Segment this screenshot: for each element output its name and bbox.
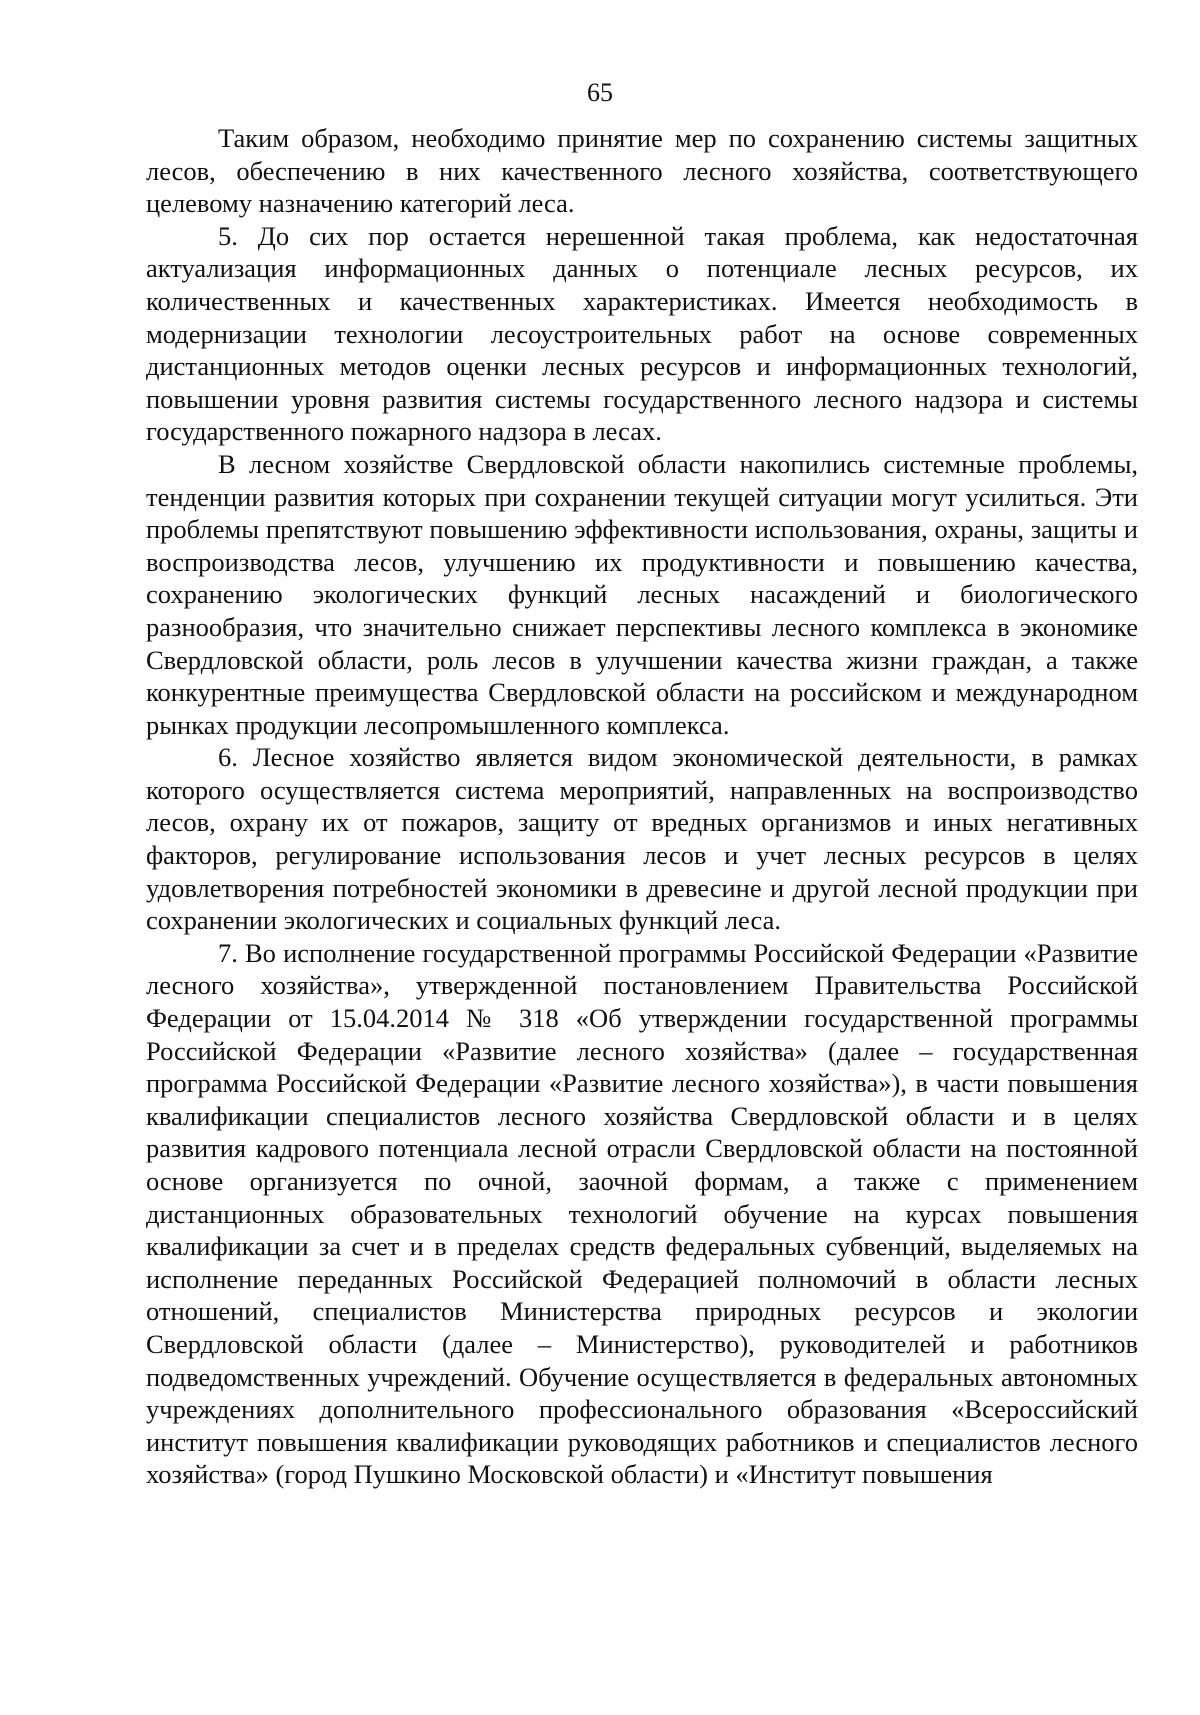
body-text [146, 122, 1138, 1491]
paragraph-item-7-training-program: 7. Во исполнение государственной программы Российской Федерации «Развитие лесного хозяйства», утвержденной постановлением Правительства Российской Федерации от 15.04.2014 № 318 «Об утверждении государственной программы Российской Федерации «Развитие лесного хозяйства» (далее – государственная программа Российской Федерации «Развитие лесного хозяйства»), в части повышения квалификации специалистов лесного хозяйства Свердловской области и в целях развития кадрового потенциала лесной отрасли Свердловской области на постоянной основе организуется по очной, заочной формам, а также с применением дистанционных образовательных технологий обучение на курсах повышения квалификации за счет и в пределах средств федеральных субвенций, выделяемых на исполнение переданных Российской Федерацией полномочий в области лесных отношений, специалистов Министерства природных ресурсов и экологии Свердловской области (далее – Министерство), руководителей и работников подведомственных учреждений. Обучение осуществляется в федеральных автономных учреждениях дополнительного профессионального образования «Всероссийский институт повышения квалификации руководящих работников и специалистов лесного хозяйства» (город Пушкино Московской области) и «Институт повышения [146, 937, 1138, 1490]
paragraph-item-5-forest-data: 5. До сих пор остается нерешенной такая проблема, как недостаточная актуализация информационных данных о потенциале лесных ресурсов, их количественных и качественных характеристиках. Имеется необходимость в модернизации технологии лесоустроительных работ на основе современных дистанционных методов оценки лесных ресурсов и информационных технологий, повышении уровня развития системы государственного лесного надзора и системы государственного пожарного надзора в лесах. [146, 220, 1138, 447]
paragraph-item-6-forestry-definition: 6. Лесное хозяйство является видом экономической деятельности, в рамках которого осуществляется система мероприятий, направленных на воспроизводство лесов, охрану их от пожаров, защиту от вредных организмов и иных негативных факторов, регулирование использования лесов и учет лесных ресурсов в целях удовлетворения потребностей экономики в древесине и другой лесной продукции при сохранении экологических и социальных функций леса. [146, 742, 1138, 936]
paragraph-protective-forests-summary: Таким образом, необходимо принятие мер по сохранению системы защитных лесов, обеспечению в них качественного лесного хозяйства, соответствующего целевому назначению категорий леса. [146, 123, 1138, 219]
page-number: 65 [587, 78, 613, 107]
paragraph-systemic-problems: В лесном хозяйстве Свердловской области накопились системные проблемы, тенденции развития которых при сохранении текущей ситуации могут усилиться. Эти проблемы препятствуют повышению эффективности использования, охраны, защиты и воспроизводства лесов, улучшению их продуктивности и повышению качества, сохранению экологических функций лесных насаждений и биологического разнообразия, что значительно снижает перспективы лесного комплекса в экономике Свердловской области, роль лесов в улучшении качества жизни граждан, а также конкурентные преимущества Свердловской области на российском и международном рынках продукции лесопромышленного комплекса. [146, 448, 1138, 740]
